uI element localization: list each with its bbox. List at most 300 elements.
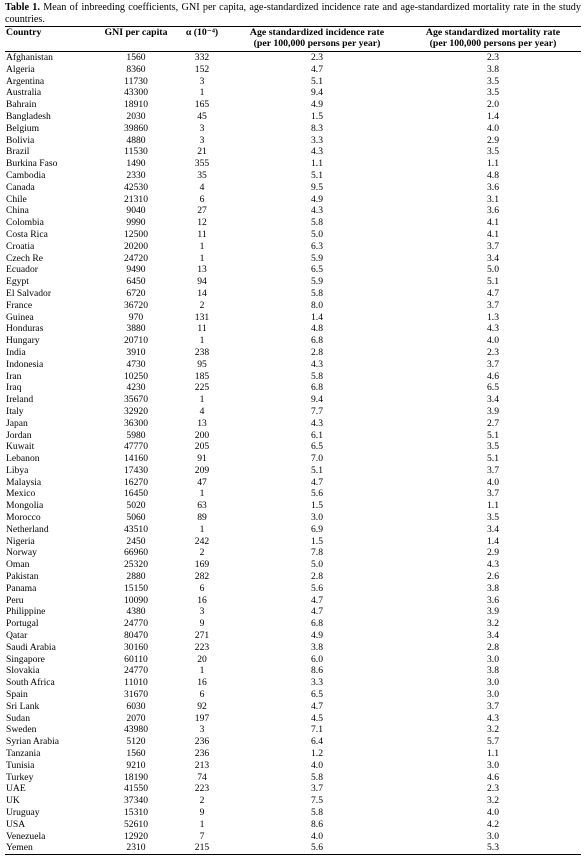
table-row	[5, 677, 581, 689]
cell-gni: 43300	[124, 87, 148, 99]
table-row	[5, 276, 581, 288]
table-row	[5, 831, 581, 843]
cell-country: Bangladesh	[6, 110, 51, 122]
cell-gni: 9210	[126, 759, 146, 771]
cell-country: Czech Re	[6, 252, 44, 264]
cell-alpha: 332	[194, 52, 210, 63]
cell-incidence: 5.9	[311, 276, 323, 288]
cell-mortality: 3.9	[487, 606, 499, 618]
cell-incidence: 5.8	[311, 807, 323, 818]
cell-mortality: 4.1	[487, 217, 499, 229]
table-row	[5, 630, 581, 642]
cell-gni: 15310	[124, 807, 148, 818]
cell-mortality: 3.5	[487, 441, 499, 453]
cell-mortality: 4.3	[487, 323, 499, 335]
cell-mortality: 1.1	[487, 158, 499, 170]
cell-country: India	[6, 346, 26, 358]
cell-incidence: 1.1	[311, 158, 323, 170]
cell-alpha: 6	[199, 193, 205, 205]
cell-incidence: 1.4	[311, 311, 323, 323]
cell-alpha: 27	[197, 205, 207, 217]
cell-mortality: 4.0	[487, 335, 499, 347]
cell-mortality: 3.5	[487, 75, 499, 87]
cell-mortality: 1.4	[487, 110, 499, 122]
table-row	[5, 783, 581, 795]
cell-gni: 25320	[124, 559, 148, 571]
cell-country: Syrian Arabia	[6, 736, 60, 748]
cell-mortality: 2.9	[487, 547, 499, 559]
cell-alpha: 215	[175, 842, 229, 854]
cell-country: Oman	[6, 559, 30, 571]
cell-mortality: 4.3	[487, 559, 499, 571]
cell-alpha: 152	[194, 63, 210, 75]
cell-country: Slovakia	[6, 665, 40, 677]
cell-mortality: 5.1	[487, 453, 499, 465]
header-incidence-text: Age standardized incidence rate (per 100,000 persons per year)	[249, 27, 385, 49]
cell-country: Yemen	[5, 842, 97, 854]
cell-gni: 6030	[126, 700, 146, 712]
cell-alpha: 282	[194, 571, 210, 583]
cell-mortality: 2.3	[487, 346, 499, 358]
cell-incidence: 4.3	[311, 417, 323, 429]
cell-gni: 5980	[126, 429, 146, 441]
cell-gni: 1560	[126, 748, 146, 760]
cell-alpha: 1	[199, 665, 205, 677]
cell-country: Belgium	[6, 122, 40, 134]
cell-mortality: 1.4	[487, 535, 499, 547]
cell-mortality: 3.4	[487, 630, 499, 642]
cell-gni: 3880	[126, 323, 146, 335]
table-row	[5, 394, 581, 406]
table-row	[5, 170, 581, 182]
table-row	[5, 64, 581, 76]
table-row	[5, 748, 581, 760]
cell-alpha: 242	[194, 535, 210, 547]
cell-gni: 18190	[124, 771, 148, 783]
cell-mortality: 3.4	[487, 523, 499, 535]
cell-mortality: 3.4	[487, 394, 499, 406]
cell-mortality: 4.8	[487, 169, 499, 181]
cell-country: UK	[6, 795, 20, 807]
cell-country: Sudan	[6, 712, 30, 724]
cell-country: Pakistan	[6, 571, 39, 583]
cell-alpha: 74	[197, 771, 207, 783]
cell-mortality: 3.6	[487, 181, 499, 193]
cell-country: Mongolia	[6, 500, 44, 512]
cell-incidence: 5.8	[311, 217, 323, 229]
cell-country: Morocco	[6, 512, 41, 524]
header-mortality-text: Age standardized mortality rate (per 100,000 persons per year)	[425, 27, 561, 49]
cell-country: Panama	[6, 582, 37, 594]
cell-country: Indonesia	[6, 358, 44, 370]
cell-alpha: 11	[197, 228, 207, 240]
cell-incidence: 5.8	[311, 370, 323, 382]
cell-country: France	[6, 299, 33, 311]
cell-mortality: 3.6	[487, 205, 499, 217]
cell-alpha: 2	[199, 299, 205, 311]
table-row	[5, 842, 581, 854]
cell-country: Norway	[6, 547, 37, 559]
table-row	[5, 760, 581, 772]
table-row	[5, 819, 581, 831]
table-row	[5, 595, 581, 607]
cell-gni: 18910	[124, 99, 148, 111]
cell-country: Colombia	[6, 217, 44, 229]
cell-gni: 16450	[124, 488, 148, 500]
cell-alpha: 200	[194, 429, 210, 441]
cell-alpha: 209	[194, 464, 210, 476]
cell-gni: 2330	[126, 169, 146, 181]
cell-gni: 2450	[126, 535, 146, 547]
cell-alpha: 1	[199, 240, 205, 252]
cell-country: Argentina	[6, 75, 45, 87]
cell-country: Singapore	[6, 653, 45, 665]
table-row	[5, 146, 581, 158]
cell-incidence: 3.3	[311, 677, 323, 689]
cell-mortality: 3.6	[487, 594, 499, 606]
cell-country: Cambodia	[6, 169, 46, 181]
cell-incidence: 6.9	[311, 523, 323, 535]
cell-alpha: 3	[199, 134, 205, 146]
cell-country: Costa Rica	[6, 228, 48, 240]
table-row	[5, 724, 581, 736]
cell-mortality: 5.0	[487, 264, 499, 276]
cell-incidence: 2.8	[311, 346, 323, 358]
cell-incidence: 7.7	[311, 405, 323, 417]
cell-gni: 10250	[124, 370, 148, 382]
cell-gni: 4730	[126, 358, 146, 370]
cell-alpha: 4	[199, 405, 205, 417]
cell-mortality: 3.5	[487, 512, 499, 524]
cell-incidence: 4.0	[311, 830, 323, 842]
header-alpha: α (10⁻⁴)	[175, 27, 229, 52]
cell-mortality: 4.0	[487, 476, 499, 488]
cell-incidence: 5.1	[311, 75, 323, 87]
cell-gni: 52610	[124, 818, 148, 830]
cell-incidence: 4.7	[311, 63, 323, 75]
cell-mortality: 3.0	[487, 689, 499, 701]
cell-alpha: 205	[194, 441, 210, 453]
cell-alpha: 94	[197, 276, 207, 288]
cell-gni: 12920	[124, 830, 148, 842]
cell-gni: 17430	[124, 464, 148, 476]
cell-gni: 43980	[124, 724, 148, 736]
table-row	[5, 300, 581, 312]
table-row	[5, 335, 581, 347]
cell-country: Qatar	[6, 630, 28, 642]
cell-mortality: 3.0	[487, 759, 499, 771]
cell-incidence: 6.0	[311, 653, 323, 665]
cell-mortality: 4.6	[487, 771, 499, 783]
cell-incidence: 5.6	[311, 488, 323, 500]
cell-mortality: 5.1	[487, 276, 499, 288]
table-row	[5, 253, 581, 265]
cell-mortality: 3.8	[487, 63, 499, 75]
cell-country: Burkina Faso	[6, 158, 58, 170]
cell-incidence: 4.9	[311, 630, 323, 642]
table-row	[5, 241, 581, 253]
cell-country: Iran	[6, 370, 22, 382]
cell-alpha: 47	[197, 476, 207, 488]
cell-mortality: 3.7	[487, 358, 499, 370]
cell-incidence: 6.4	[311, 736, 323, 748]
cell-gni: 32920	[124, 405, 148, 417]
cell-gni: 15150	[124, 582, 148, 594]
cell-gni: 11730	[124, 75, 148, 87]
cell-gni: 9990	[126, 217, 146, 229]
cell-gni: 30160	[124, 641, 148, 653]
cell-gni: 9490	[126, 264, 146, 276]
cell-country: Philippine	[6, 606, 46, 618]
cell-incidence: 8.0	[311, 299, 323, 311]
cell-incidence: 5.6	[229, 842, 405, 854]
cell-country: Lebanon	[6, 453, 40, 465]
cell-mortality: 3.2	[487, 795, 499, 807]
table-caption	[5, 2, 581, 25]
cell-country: Bolivia	[6, 134, 35, 146]
table-row	[5, 547, 581, 559]
cell-mortality: 4.3	[487, 712, 499, 724]
cell-gni: 20710	[124, 335, 148, 347]
cell-gni: 2880	[126, 571, 146, 583]
cell-gni: 39860	[124, 122, 148, 134]
table-row	[5, 701, 581, 713]
cell-alpha: 2	[199, 795, 205, 807]
cell-alpha: 236	[194, 748, 210, 760]
cell-alpha: 271	[194, 630, 210, 642]
cell-alpha: 9	[199, 807, 205, 818]
table-row	[5, 500, 581, 512]
table-row	[5, 441, 581, 453]
cell-country: Portugal	[6, 618, 39, 630]
cell-alpha: 13	[197, 264, 207, 276]
cell-alpha: 213	[194, 759, 210, 771]
cell-incidence: 4.3	[311, 205, 323, 217]
cell-gni: 24720	[124, 252, 148, 264]
cell-country: Sri Lank	[6, 700, 40, 712]
cell-alpha: 3	[199, 122, 205, 134]
cell-gni: 80470	[124, 630, 148, 642]
cell-incidence: 3.7	[311, 783, 323, 795]
cell-alpha: 4	[199, 181, 205, 193]
cell-mortality: 2.9	[487, 134, 499, 146]
cell-incidence: 7.1	[311, 724, 323, 736]
cell-alpha: 1	[199, 818, 205, 830]
cell-mortality: 6.5	[487, 382, 499, 394]
cell-incidence: 3.8	[311, 641, 323, 653]
cell-gni: 21310	[124, 193, 148, 205]
cell-country: Hungary	[6, 335, 40, 347]
cell-mortality: 4.0	[487, 122, 499, 134]
cell-alpha: 95	[197, 358, 207, 370]
table-row	[5, 488, 581, 500]
cell-gni: 970	[128, 311, 144, 323]
cell-alpha: 1	[199, 488, 205, 500]
cell-alpha: 6	[199, 582, 205, 594]
table-row	[5, 606, 581, 618]
cell-country: Saudi Arabia	[6, 641, 56, 653]
cell-incidence: 1.2	[311, 748, 323, 760]
cell-country: Guinea	[6, 311, 34, 323]
cell-gni: 2030	[126, 110, 146, 122]
cell-mortality: 3.2	[487, 724, 499, 736]
cell-alpha: 35	[197, 169, 207, 181]
cell-alpha: 16	[197, 677, 207, 689]
cell-incidence: 5.8	[311, 287, 323, 299]
table-row	[5, 382, 581, 394]
table-caption-text: Mean of inbreeding coefficients, GNI per capita, age-standardized incidence rate and age-standardized mortality rate in the study countries.	[5, 2, 581, 25]
cell-alpha: 12	[197, 217, 207, 229]
cell-mortality: 1.1	[487, 748, 499, 760]
cell-alpha: 3	[199, 606, 205, 618]
cell-incidence: 6.8	[311, 335, 323, 347]
cell-country: Algeria	[6, 63, 35, 75]
cell-country: Iraq	[6, 382, 22, 394]
table-row	[5, 76, 581, 88]
table-caption-label: Table 1.	[5, 2, 40, 13]
table-row	[5, 312, 581, 324]
cell-mortality: 4.2	[487, 818, 499, 830]
cell-country: Turkey	[6, 771, 34, 783]
cell-alpha: 131	[194, 311, 210, 323]
table-header-row	[5, 27, 581, 52]
cell-incidence: 4.9	[311, 99, 323, 111]
cell-country: Australia	[6, 87, 42, 99]
cell-country: Malaysia	[6, 476, 42, 488]
cell-alpha: 3	[199, 724, 205, 736]
table-row	[5, 123, 581, 135]
table-row	[5, 406, 581, 418]
cell-gni: 4230	[126, 382, 146, 394]
cell-incidence: 2.8	[311, 571, 323, 583]
cell-mortality: 3.7	[487, 299, 499, 311]
table-row	[5, 477, 581, 489]
cell-incidence: 4.7	[311, 594, 323, 606]
table-row	[5, 264, 581, 276]
cell-mortality: 3.8	[487, 665, 499, 677]
cell-gni: 9040	[126, 205, 146, 217]
cell-country: Mexico	[6, 488, 36, 500]
cell-incidence: 7.0	[311, 453, 323, 465]
cell-mortality: 4.6	[487, 370, 499, 382]
cell-incidence: 2.3	[311, 52, 323, 63]
cell-country: Chile	[6, 193, 27, 205]
cell-incidence: 4.8	[311, 323, 323, 335]
cell-incidence: 6.8	[311, 382, 323, 394]
cell-country: Libya	[6, 464, 29, 476]
cell-country: Sweden	[6, 724, 37, 736]
table-row	[5, 99, 581, 111]
table-row	[5, 571, 581, 583]
cell-incidence: 8.3	[311, 122, 323, 134]
cell-alpha: 11	[197, 323, 207, 335]
cell-alpha: 185	[194, 370, 210, 382]
table-row	[5, 642, 581, 654]
cell-gni: 35670	[124, 394, 148, 406]
cell-alpha: 223	[194, 641, 210, 653]
cell-incidence: 4.7	[311, 606, 323, 618]
cell-alpha: 89	[197, 512, 207, 524]
cell-gni: 24770	[124, 618, 148, 630]
cell-country: Italy	[6, 405, 24, 417]
cell-incidence: 6.1	[311, 429, 323, 441]
cell-alpha: 223	[194, 783, 210, 795]
cell-incidence: 8.6	[311, 818, 323, 830]
cell-mortality: 1.3	[487, 311, 499, 323]
cell-incidence: 5.8	[311, 771, 323, 783]
cell-gni: 11010	[124, 677, 148, 689]
cell-incidence: 3.3	[311, 134, 323, 146]
cell-country: Venezuela	[6, 830, 46, 842]
cell-incidence: 4.3	[311, 358, 323, 370]
table-body	[5, 52, 581, 855]
cell-incidence: 1.5	[311, 110, 323, 122]
cell-incidence: 7.8	[311, 547, 323, 559]
cell-gni: 14160	[124, 453, 148, 465]
cell-gni: 11530	[124, 146, 148, 158]
table-row	[5, 217, 581, 229]
cell-incidence: 9.4	[311, 394, 323, 406]
cell-country: South Africa	[6, 677, 55, 689]
cell-country: Canada	[6, 181, 35, 193]
table-row	[5, 111, 581, 123]
cell-gni: 10090	[124, 594, 148, 606]
cell-incidence: 7.5	[311, 795, 323, 807]
cell-incidence: 5.9	[311, 252, 323, 264]
cell-incidence: 5.1	[311, 464, 323, 476]
cell-alpha: 3	[199, 75, 205, 87]
table-row	[5, 453, 581, 465]
cell-alpha: 7	[199, 830, 205, 842]
cell-alpha: 92	[197, 700, 207, 712]
cell-incidence: 6.3	[311, 240, 323, 252]
table-row	[5, 87, 581, 99]
table-row	[5, 512, 581, 524]
cell-gni: 31670	[124, 689, 148, 701]
cell-mortality: 3.5	[487, 146, 499, 158]
cell-mortality: 3.7	[487, 700, 499, 712]
cell-incidence: 6.8	[311, 618, 323, 630]
cell-alpha: 355	[194, 158, 210, 170]
cell-alpha: 1	[199, 252, 205, 264]
cell-gni: 36720	[124, 299, 148, 311]
cell-incidence: 5.0	[311, 559, 323, 571]
cell-incidence: 4.7	[311, 700, 323, 712]
cell-alpha: 2	[199, 547, 205, 559]
cell-gni: 6450	[126, 276, 146, 288]
cell-gni: 42530	[124, 181, 148, 193]
table-row	[5, 359, 581, 371]
cell-alpha: 1	[199, 394, 205, 406]
cell-country: China	[6, 205, 29, 217]
cell-mortality: 2.3	[487, 783, 499, 795]
cell-mortality: 3.2	[487, 618, 499, 630]
table-row	[5, 182, 581, 194]
cell-alpha: 20	[197, 653, 207, 665]
cell-mortality: 3.7	[487, 464, 499, 476]
cell-country: Nigeria	[6, 535, 35, 547]
cell-mortality: 5.7	[487, 736, 499, 748]
cell-country: Uruguay	[6, 807, 40, 818]
cell-gni: 16270	[124, 476, 148, 488]
cell-mortality: 4.7	[487, 287, 499, 299]
cell-incidence: 5.1	[311, 169, 323, 181]
header-country: Country	[5, 27, 97, 52]
cell-alpha: 1	[199, 335, 205, 347]
cell-incidence: 1.5	[311, 535, 323, 547]
cell-mortality: 4.0	[487, 807, 499, 818]
table-row	[5, 524, 581, 536]
